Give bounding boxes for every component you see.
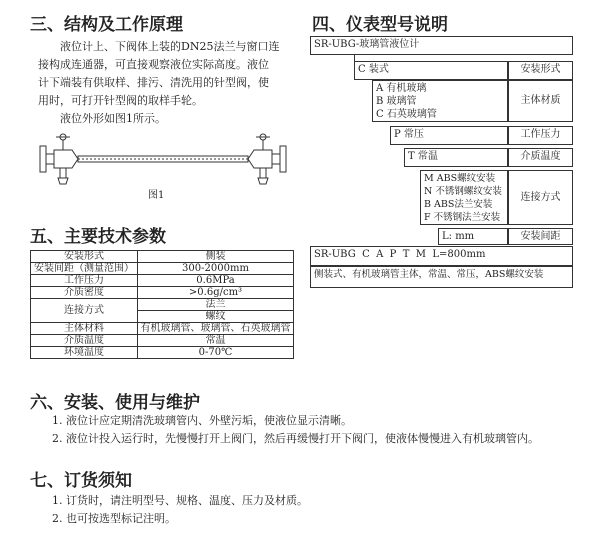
- model-m-code: [420, 170, 508, 225]
- section7-list: [52, 492, 592, 528]
- model-a-line: A 有机玻璃: [376, 83, 427, 94]
- spec-label: 环境温度: [31, 347, 138, 359]
- table-row: [31, 287, 294, 299]
- spec-label: 工作压力: [31, 275, 138, 287]
- model-t-label: 介质温度: [508, 148, 573, 167]
- model-tree: [310, 36, 573, 291]
- model-m-line: N 不锈钢螺纹安装: [424, 186, 502, 197]
- list-item: 1. 液位计应定期清洗玻璃管内、外壁污垢，使液位显示清晰。: [52, 414, 352, 427]
- list-item: 2. 液位计投入运行时，先慢慢打开上阀门，然后再缓慢打开下阀门，使液体慢慢进入有机玻璃管内。: [52, 432, 539, 445]
- model-l-code: L: mm: [438, 228, 508, 245]
- para-line: 用时，可打开针型阀的取样手轮。: [38, 94, 203, 107]
- spec-label: 安装间距（测量范围）: [31, 263, 138, 275]
- model-c-code: C 装式: [354, 61, 508, 80]
- spec-label: 介质密度: [31, 287, 138, 299]
- spec-label: 主体材料: [31, 323, 138, 335]
- spec-value: 侧装: [138, 251, 294, 263]
- section3-heading: 三、结构及工作原理: [30, 15, 183, 35]
- para-line: 液位计上、下阀体上装的DN25法兰与窗口连: [60, 40, 280, 53]
- model-example-desc: 侧装式、有机玻璃管主体，常温、常压，ABS螺纹安装: [310, 266, 573, 288]
- section6-heading: 六、安装、使用与维护: [30, 393, 200, 413]
- table-row: [31, 323, 294, 335]
- model-a-line: B 玻璃管: [376, 96, 417, 107]
- list-item: 2. 也可按选型标记注明。: [52, 512, 176, 525]
- model-p-code: P 常压: [390, 126, 508, 145]
- model-l-label: 安装间距: [508, 228, 573, 245]
- spec-label: 连接方式: [31, 299, 138, 323]
- figure-caption: 图1: [148, 190, 165, 201]
- model-p-label: 工作压力: [508, 126, 573, 145]
- table-row: [31, 299, 294, 311]
- table-row: [31, 263, 294, 275]
- model-t-code: T 常温: [404, 148, 508, 167]
- spec-value: 螺纹: [138, 311, 294, 323]
- spec-value: 0-70℃: [138, 347, 294, 359]
- model-example-code: SR-UBG C A P T M L=800mm: [310, 246, 573, 266]
- section5-heading: 五、主要技术参数: [30, 227, 166, 247]
- spec-label: 安装形式: [31, 251, 138, 263]
- para-line: 接构成连通器，可直接观察液位实际高度。液位: [38, 58, 269, 71]
- spec-value: >0.6g/cm³: [138, 287, 294, 299]
- spec-label: 介质温度: [31, 335, 138, 347]
- model-m-line: M ABS螺纹安装: [424, 173, 496, 184]
- model-a-code: [372, 80, 508, 122]
- model-c-label: 安装形式: [508, 61, 573, 80]
- table-row: [31, 347, 294, 359]
- model-a-line: C 石英玻璃管: [376, 109, 437, 120]
- model-m-line: B ABS法兰安装: [424, 199, 493, 210]
- spec-value: 300-2000mm: [138, 263, 294, 275]
- section7-heading: 七、订货须知: [30, 471, 132, 491]
- model-a-label: 主体材质: [508, 80, 573, 122]
- level-gauge-figure: [38, 130, 288, 190]
- spec-value: 法兰: [138, 299, 294, 311]
- section4-heading: 四、仪表型号说明: [312, 15, 448, 35]
- table-row: [31, 275, 294, 287]
- list-item: 1. 订货时，请注明型号、规格、温度、压力及材质。: [52, 494, 308, 507]
- spec-table: [30, 250, 294, 359]
- section6-list: [52, 412, 592, 448]
- model-m-label: 连接方式: [508, 170, 573, 225]
- model-root: SR-UBG-玻璃管液位计: [310, 36, 573, 55]
- para-line: 计下端装有供取样、排污、清洗用的针型阀，使: [38, 76, 269, 89]
- spec-value: 有机玻璃管、玻璃管、石英玻璃管: [138, 323, 294, 335]
- section3-paragraph: [38, 38, 298, 128]
- table-row: [31, 335, 294, 347]
- model-m-line: F 不锈钢法兰安装: [424, 212, 501, 223]
- spec-value: 常温: [138, 335, 294, 347]
- table-row: [31, 251, 294, 263]
- spec-value: 0.6MPa: [138, 275, 294, 287]
- figure-note: 液位外形如图1所示。: [60, 112, 166, 125]
